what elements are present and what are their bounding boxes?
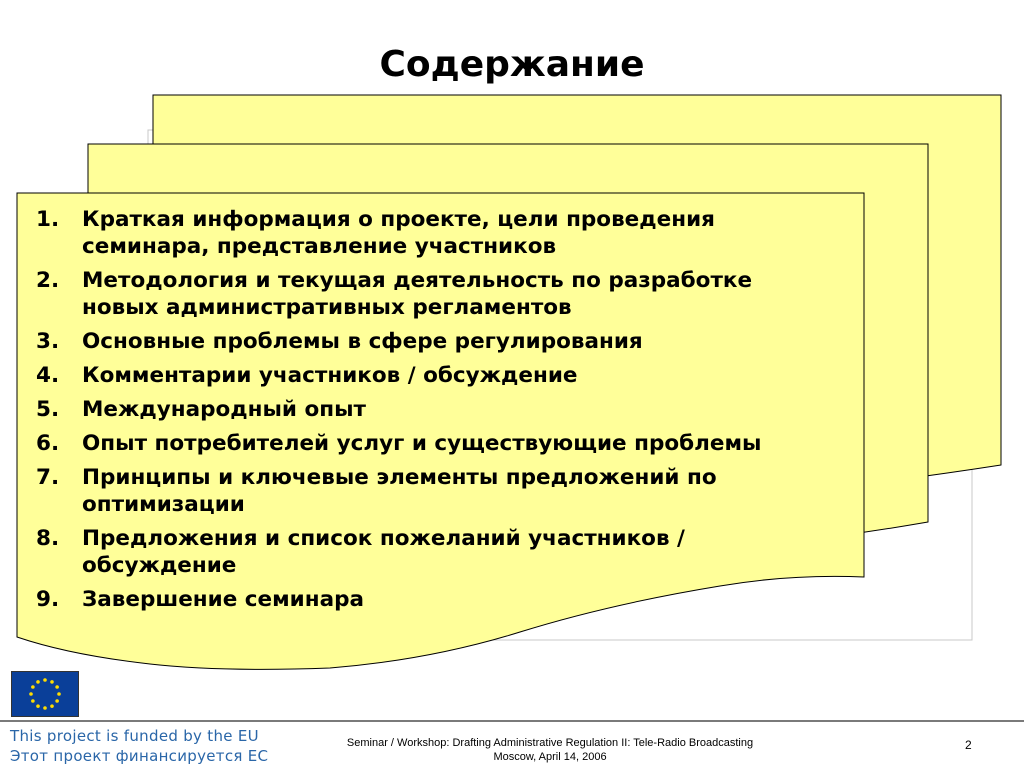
footer-divider	[0, 720, 1024, 722]
list-item: 4. Комментарии участников / обсуждение	[36, 363, 578, 388]
eu-flag-icon	[11, 671, 79, 717]
eu-star	[57, 692, 61, 696]
slide-title: Содержание	[379, 44, 645, 85]
eu-star	[31, 685, 35, 689]
list-item: 7. Принципы и ключевые элементы предложений по оптимизации	[36, 465, 717, 517]
eu-star	[36, 704, 40, 708]
eu-stars	[12, 672, 78, 716]
seminar-title: Seminar / Workshop: Drafting Administrative Regulation II: Tele-Radio Broadcasting	[346, 737, 754, 749]
seminar-date: Moscow, April 14, 2006	[493, 751, 607, 763]
list-item: 8. Предложения и список пожеланий участников / обсуждение	[36, 526, 685, 578]
eu-star	[55, 685, 59, 689]
list-item: 2. Методология и текущая деятельность по разработке новых административных регламентов	[36, 268, 753, 320]
page-number: 2	[965, 738, 972, 752]
list-item: 3. Основные проблемы в сфере регулирования	[36, 329, 643, 354]
eu-star	[50, 704, 54, 708]
eu-star	[43, 706, 47, 710]
eu-star	[31, 699, 35, 703]
eu-star	[36, 680, 40, 684]
eu-star	[50, 680, 54, 684]
eu-star	[43, 678, 47, 682]
eu-star	[55, 699, 59, 703]
list-item: 9. Завершение семинара	[36, 587, 364, 612]
agenda-list	[36, 206, 836, 620]
list-item: 5. Международный опыт	[36, 397, 367, 422]
funded-text-en: This project is funded by the EU	[10, 727, 259, 745]
eu-star	[29, 692, 33, 696]
list-item: 6. Опыт потребителей услуг и существующие проблемы	[36, 431, 762, 456]
funded-text-ru: Этот проект финансируется ЕС	[10, 747, 269, 765]
list-item: 1. Краткая информация о проекте, цели проведения семинара, представление участников	[36, 207, 715, 259]
